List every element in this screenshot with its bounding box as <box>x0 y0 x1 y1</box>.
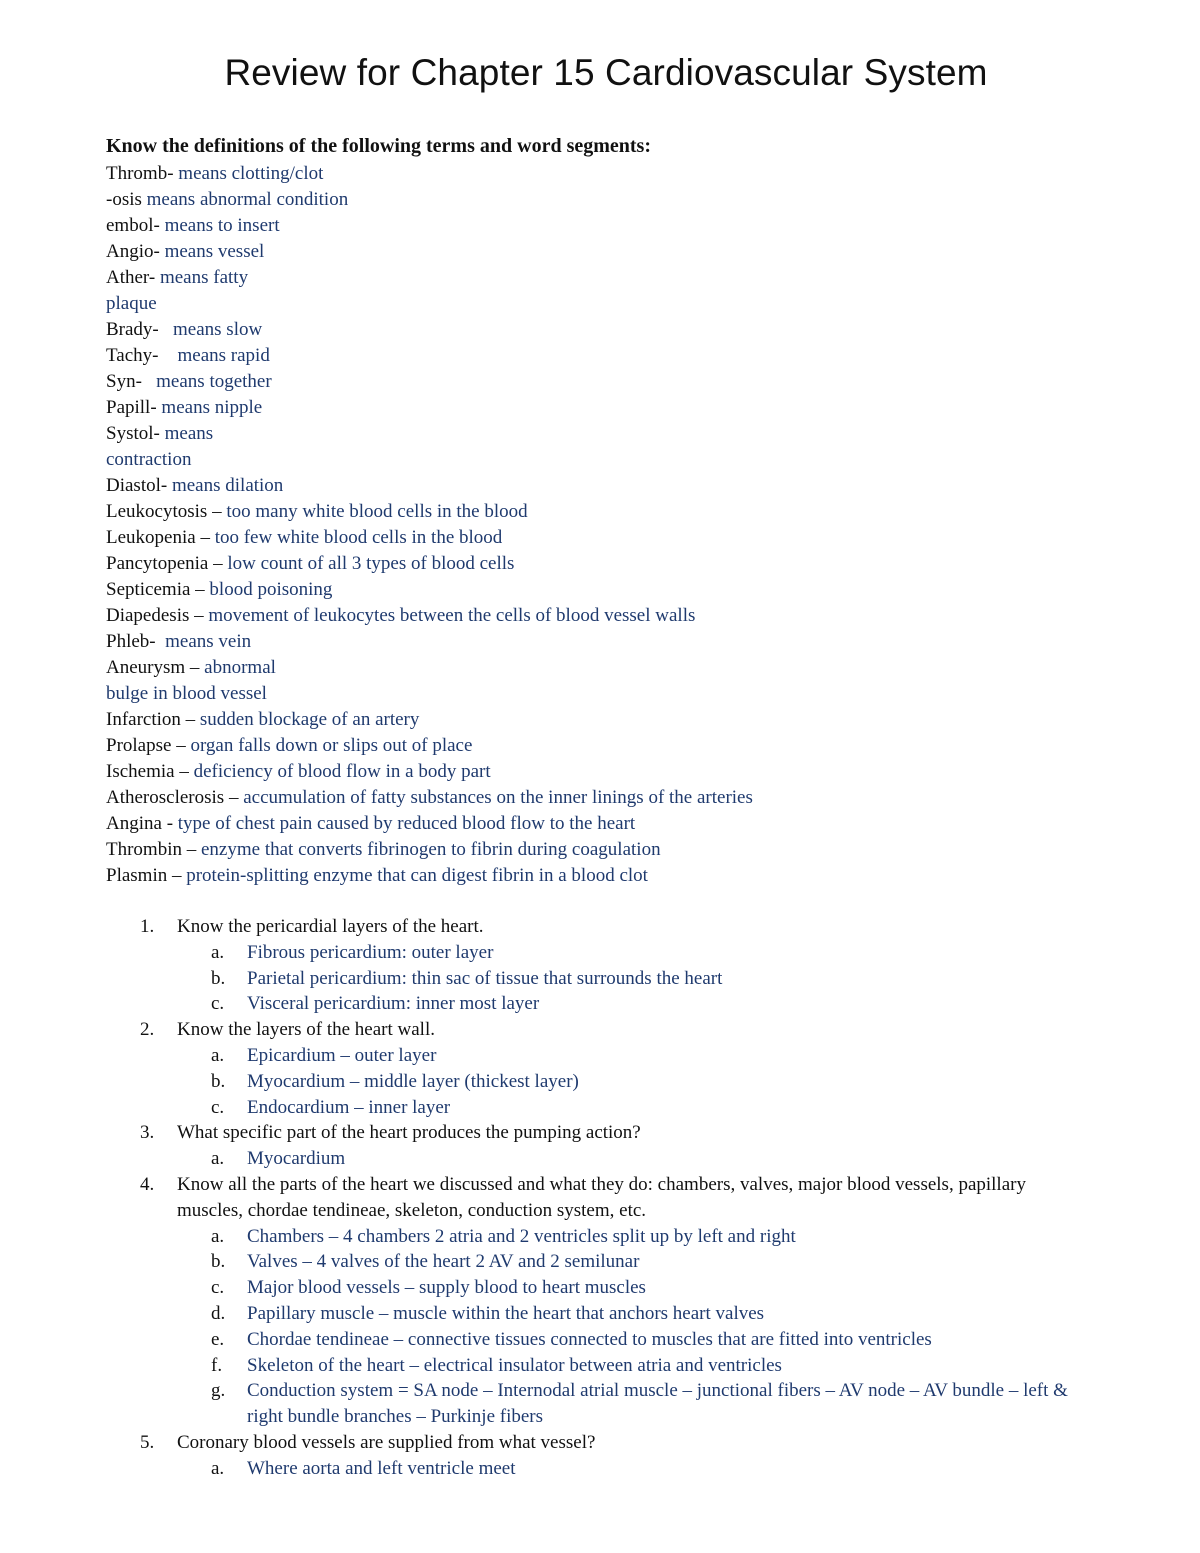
term-line <box>106 629 753 655</box>
term-separator: – <box>171 735 191 756</box>
term-definition: type of chest pain caused by reduced blood flow to the heart <box>177 813 636 834</box>
term-definition: abnormal <box>204 657 276 678</box>
answer-item <box>106 991 1086 1017</box>
answer-item <box>106 940 1086 966</box>
term-label: Diastol- <box>106 475 168 496</box>
term-definition: means vessel <box>164 241 265 262</box>
answer-letter: e. <box>211 1328 225 1350</box>
term-label: Infarction <box>106 709 181 730</box>
answer-text: Skeleton of the heart – electrical insulator between atria and ventricles <box>247 1354 782 1376</box>
term-definition: deficiency of blood flow in a body part <box>193 761 491 782</box>
question-item <box>106 1017 1086 1043</box>
term-definition: means clotting/clot <box>178 163 324 184</box>
answer-text: Endocardium – inner layer <box>247 1096 451 1118</box>
term-definition: low count of all 3 types of blood cells <box>227 553 515 574</box>
answer-item <box>106 1353 1086 1379</box>
answer-item <box>106 1456 1086 1482</box>
term-separator: – <box>167 865 187 886</box>
answer-letter: a. <box>211 1148 225 1170</box>
answer-text: Conduction system = SA node – Internodal atrial muscle – junctional fibers – AV node – AV bundle – left & right bundle branches – Purkinje fibers <box>247 1380 1068 1428</box>
term-definition: organ falls down or slips out of place <box>190 735 473 756</box>
term-line <box>106 447 753 473</box>
term-separator: – <box>174 761 194 782</box>
term-separator: – <box>189 605 209 626</box>
answer-letter: g. <box>211 1380 226 1402</box>
answer-text: Myocardium – middle layer (thickest layer) <box>247 1070 579 1092</box>
term-separator: – <box>190 579 210 600</box>
answer-item <box>106 1301 1086 1327</box>
term-label: Syn- <box>106 371 142 392</box>
term-separator: – <box>180 709 200 730</box>
term-separator: – <box>185 657 205 678</box>
term-separator: – <box>207 501 227 522</box>
question-item <box>106 1120 1086 1146</box>
term-definition: sudden blockage of an artery <box>199 709 420 730</box>
answer-item <box>106 1146 1086 1172</box>
question-text: Coronary blood vessels are supplied from what vessel? <box>177 1431 596 1453</box>
term-label: Septicemia <box>106 579 191 600</box>
answer-letter: a. <box>211 941 225 963</box>
term-separator: – <box>195 527 215 548</box>
term-definition: contraction <box>106 449 192 470</box>
answer-letter: b. <box>211 1070 226 1092</box>
answer-letter: c. <box>211 1096 225 1118</box>
term-label: Ischemia <box>106 761 175 782</box>
term-label: Papill- <box>106 397 157 418</box>
term-definition: means abnormal condition <box>146 189 349 210</box>
term-line <box>106 603 753 629</box>
term-separator <box>159 319 173 340</box>
term-line <box>106 837 753 863</box>
term-separator: – <box>208 553 228 574</box>
term-definition: means slow <box>173 319 263 340</box>
section-heading: Know the definitions of the following terms and word segments: <box>106 135 651 157</box>
term-label: Systol- <box>106 423 160 444</box>
question-text: Know all the parts of the heart we discussed and what they do: chambers, valves, major blood vessels, papillary muscles, chordae tendineae, skeleton, conduction system, etc. <box>177 1173 1026 1221</box>
term-label: -osis <box>106 189 142 210</box>
term-separator: – <box>224 787 244 808</box>
term-label: Angio- <box>106 241 160 262</box>
answer-letter: b. <box>211 1251 226 1273</box>
term-line <box>106 525 753 551</box>
question-number: 3. <box>140 1122 155 1144</box>
term-separator: – <box>182 839 201 860</box>
question-number: 1. <box>140 916 155 937</box>
term-definition: means nipple <box>161 397 263 418</box>
term-label: Thrombin <box>106 839 182 860</box>
term-line <box>106 473 753 499</box>
answer-text: Myocardium <box>247 1148 346 1170</box>
answer-letter: a. <box>211 1457 225 1479</box>
term-label: Plasmin <box>106 865 168 886</box>
term-line <box>106 187 753 213</box>
term-line <box>106 811 753 837</box>
term-line <box>106 707 753 733</box>
term-line <box>106 499 753 525</box>
question-item <box>106 1430 1086 1456</box>
term-separator <box>156 631 166 652</box>
question-number: 5. <box>140 1431 155 1453</box>
term-label: Leukocytosis <box>106 501 208 522</box>
term-line <box>106 759 753 785</box>
answer-letter: c. <box>211 1277 225 1299</box>
answer-text: Chambers – 4 chambers 2 atria and 2 ventricles split up by left and right <box>247 1225 796 1247</box>
term-line <box>106 655 753 681</box>
term-label: Diapedesis <box>106 605 190 626</box>
term-line <box>106 369 753 395</box>
term-definition: too few white blood cells in the blood <box>214 527 503 548</box>
term-definition: means to insert <box>164 215 280 236</box>
term-line <box>106 161 753 187</box>
answer-letter: b. <box>211 967 226 989</box>
term-line <box>106 551 753 577</box>
term-definition: accumulation of fatty substances on the inner linings of the arteries <box>243 787 753 808</box>
term-separator: - <box>161 813 178 834</box>
question-item <box>106 1172 1086 1224</box>
question-number: 4. <box>140 1173 155 1195</box>
question-number: 2. <box>140 1019 155 1041</box>
term-line <box>106 395 753 421</box>
term-definition: means fatty <box>159 267 249 288</box>
answer-text: Major blood vessels – supply blood to heart muscles <box>247 1277 646 1299</box>
answer-item <box>106 1043 1086 1069</box>
term-label: Phleb- <box>106 631 156 652</box>
term-label: embol- <box>106 215 160 236</box>
answer-text: Papillary muscle – muscle within the heart that anchors heart valves <box>247 1302 765 1324</box>
term-label: Brady- <box>106 319 159 340</box>
term-line <box>106 265 753 291</box>
term-line <box>106 317 753 343</box>
term-label: Aneurysm <box>106 657 186 678</box>
answer-text: Valves – 4 valves of the heart 2 AV and 2 semilunar <box>247 1251 640 1273</box>
question-item <box>106 914 1086 940</box>
answer-item <box>106 1224 1086 1250</box>
answer-text: Where aorta and left ventricle meet <box>247 1457 516 1479</box>
term-definition: means <box>164 423 214 444</box>
term-separator <box>142 371 156 392</box>
term-definition: protein-splitting enzyme that can digest fibrin in a blood clot <box>186 865 648 886</box>
answer-letter: d. <box>211 1302 226 1324</box>
term-definition: plaque <box>106 293 157 314</box>
answer-text: Parietal pericardium: thin sac of tissue that surrounds the heart <box>247 967 723 989</box>
term-line <box>106 291 753 317</box>
term-label: Tachy- <box>106 345 159 366</box>
page-title: Review for Chapter 15 Cardiovascular System <box>224 52 988 93</box>
term-definition: means together <box>156 371 272 392</box>
term-label: Leukopenia <box>106 527 196 548</box>
term-line <box>106 863 753 889</box>
term-label: Angina <box>106 813 162 834</box>
answer-item <box>106 966 1086 992</box>
question-text: What specific part of the heart produces the pumping action? <box>177 1122 641 1144</box>
answer-item <box>106 1249 1086 1275</box>
term-separator <box>158 345 177 366</box>
questions-list <box>106 914 1086 1482</box>
term-label: Atherosclerosis <box>106 787 225 808</box>
terms-list <box>106 161 753 889</box>
question-text: Know the layers of the heart wall. <box>177 1019 435 1041</box>
term-definition: movement of leukocytes between the cells of blood vessel walls <box>208 605 696 626</box>
answer-item <box>106 1069 1086 1095</box>
term-line <box>106 733 753 759</box>
term-label: Prolapse <box>106 735 172 756</box>
term-definition: enzyme that converts fibrinogen to fibrin during coagulation <box>201 839 661 860</box>
term-label: Thromb- <box>106 163 174 184</box>
answer-letter: a. <box>211 1225 225 1247</box>
term-definition: too many white blood cells in the blood <box>226 501 528 522</box>
term-definition: means vein <box>165 631 252 652</box>
term-label: Ather- <box>106 267 156 288</box>
answer-text: Fibrous pericardium: outer layer <box>247 941 494 963</box>
term-line <box>106 785 753 811</box>
answer-text: Epicardium – outer layer <box>247 1044 437 1066</box>
term-label: Pancytopenia <box>106 553 209 574</box>
term-definition: means rapid <box>177 345 270 366</box>
term-line <box>106 239 753 265</box>
term-line <box>106 421 753 447</box>
answer-item <box>106 1378 1086 1430</box>
answer-item <box>106 1095 1086 1121</box>
term-line <box>106 681 753 707</box>
term-definition: blood poisoning <box>209 579 333 600</box>
term-line <box>106 577 753 603</box>
answer-text: Visceral pericardium: inner most layer <box>247 993 540 1015</box>
term-definition: bulge in blood vessel <box>106 683 267 704</box>
term-line <box>106 343 753 369</box>
answer-letter: a. <box>211 1044 225 1066</box>
answer-item <box>106 1327 1086 1353</box>
answer-letter: f. <box>211 1354 223 1376</box>
term-line <box>106 213 753 239</box>
question-text: Know the pericardial layers of the heart. <box>177 916 484 937</box>
answer-text: Chordae tendineae – connective tissues connected to muscles that are fitted into ventricles <box>247 1328 932 1350</box>
term-definition: means dilation <box>171 475 284 496</box>
answer-letter: c. <box>211 993 225 1015</box>
answer-item <box>106 1275 1086 1301</box>
